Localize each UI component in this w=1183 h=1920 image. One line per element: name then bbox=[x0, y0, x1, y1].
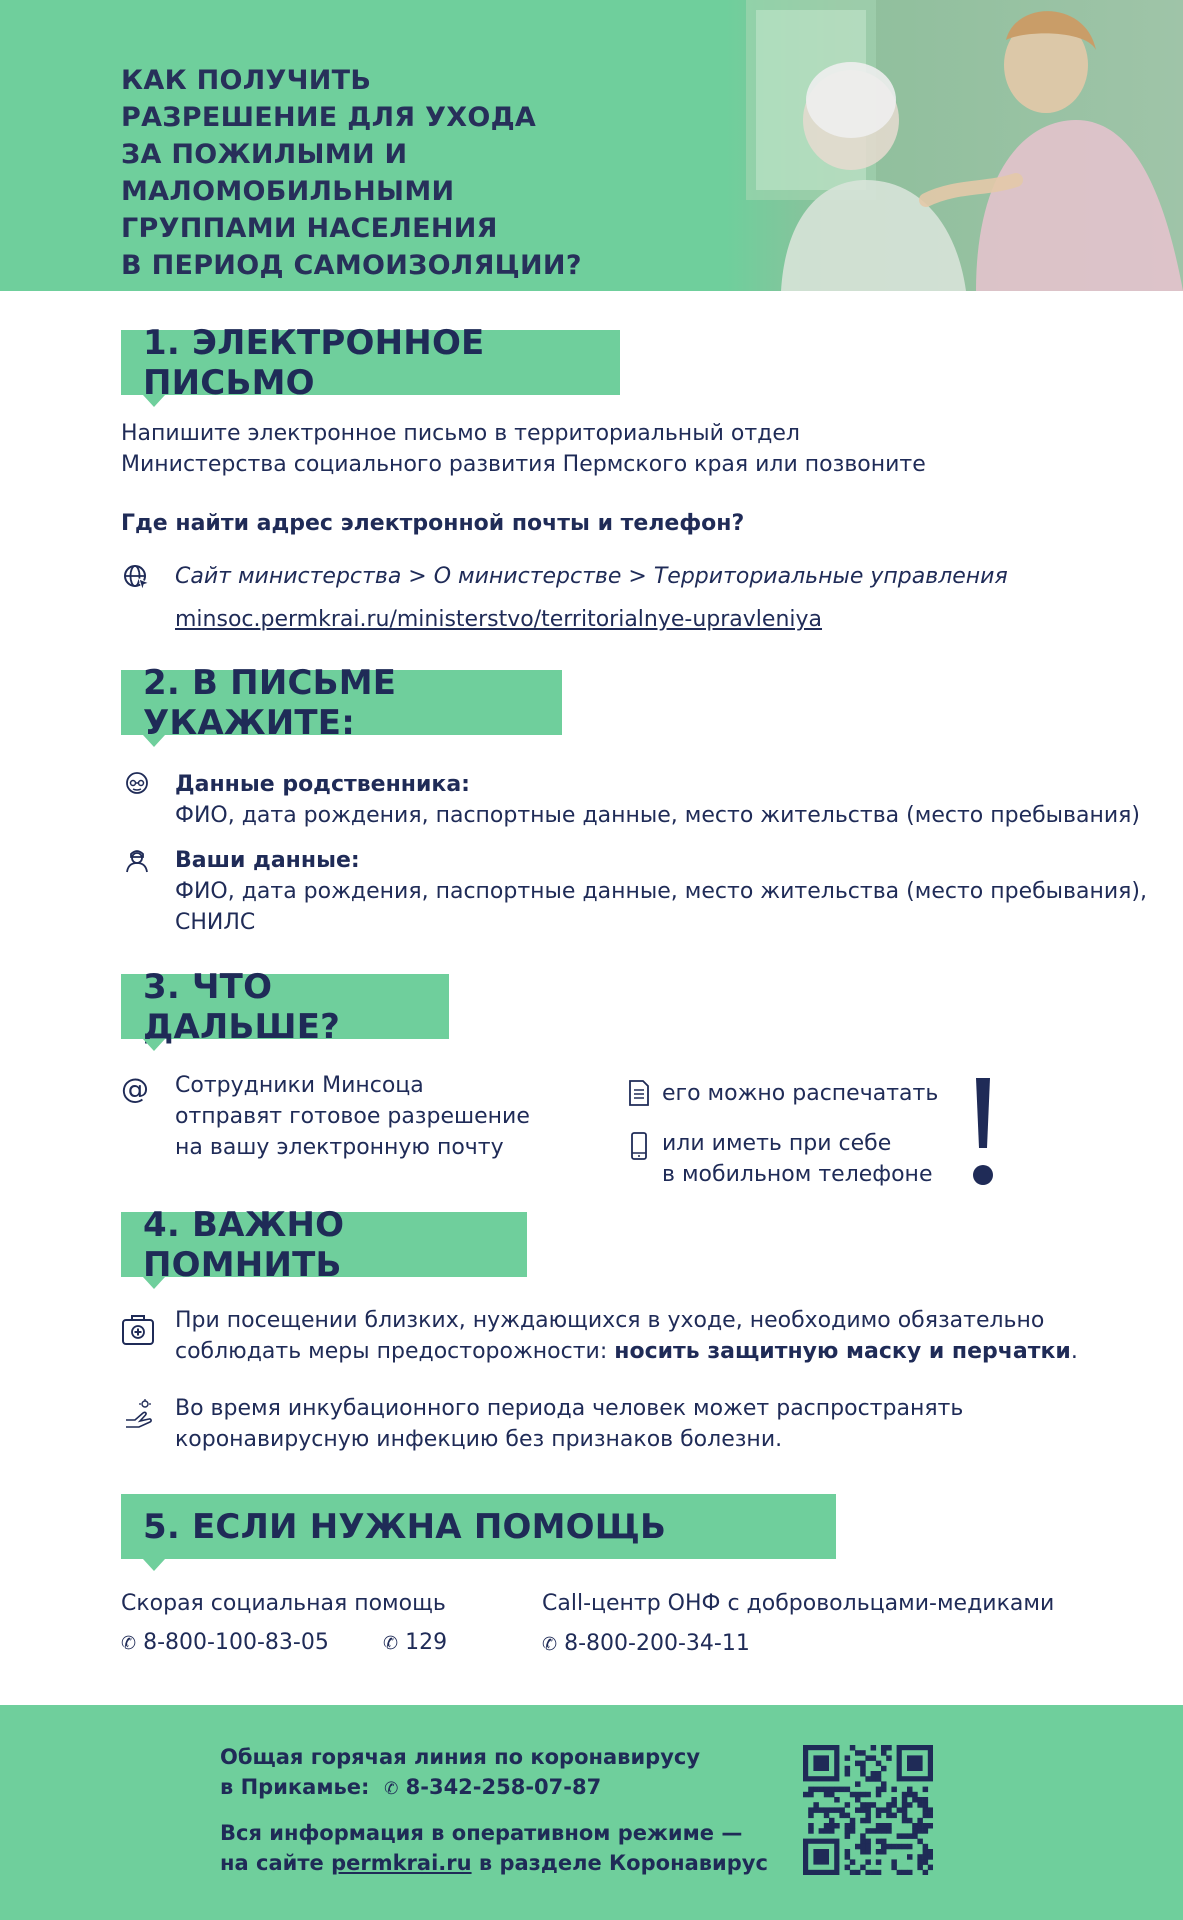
document-icon bbox=[625, 1079, 653, 1107]
section-heading bbox=[121, 966, 449, 1047]
section-heading-text: 4. ВАЖНО ПОМНИТЬ bbox=[143, 1204, 345, 1285]
relative-label: Данные родственника: bbox=[175, 772, 470, 797]
text-line: Во время инкубационного периода человек может распространять bbox=[175, 1396, 964, 1421]
section-heading-text: 5. ЕСЛИ НУЖНА ПОМОЩЬ bbox=[143, 1506, 667, 1547]
caregiver-photo bbox=[726, 0, 1183, 291]
onf-callcenter-phone[interactable] bbox=[542, 1628, 750, 1660]
person-icon bbox=[123, 845, 151, 873]
text-line bbox=[220, 1772, 700, 1804]
title-line: РАЗРЕШЕНИЕ ДЛЯ УХОДА bbox=[121, 102, 537, 133]
text-line: Вся информация в оперативном режиме — bbox=[220, 1821, 743, 1845]
phone-number: 8-800-100-83-05 bbox=[143, 1630, 329, 1655]
text-fragment: в разделе Коронавирус bbox=[471, 1851, 768, 1875]
medical-kit-icon bbox=[121, 1312, 155, 1346]
text-line: Сотрудники Минсоца bbox=[175, 1073, 424, 1098]
ministry-link[interactable]: minsoc.permkrai.ru/ministerstvo/territorialnye-upravleniya bbox=[175, 607, 823, 632]
title-line: В ПЕРИОД САМОИЗОЛЯЦИИ? bbox=[121, 250, 582, 281]
section-heading bbox=[121, 1204, 527, 1285]
text-fragment: на сайте bbox=[220, 1851, 332, 1875]
text-fragment: . bbox=[1070, 1339, 1078, 1364]
title-line: КАК ПОЛУЧИТЬ bbox=[121, 65, 372, 96]
section-heading bbox=[121, 322, 620, 403]
social-help-title: Скорая социальная помощь bbox=[121, 1591, 446, 1616]
elderly-person-icon bbox=[123, 770, 151, 798]
globe-cursor-icon bbox=[123, 564, 151, 592]
social-help-short-phone[interactable] bbox=[383, 1627, 447, 1659]
mobile-text bbox=[662, 1128, 932, 1190]
text-fragment: в Прикамье: bbox=[220, 1775, 370, 1799]
phone-icon: ✆ bbox=[384, 1779, 399, 1799]
text-line: СНИЛС bbox=[175, 910, 256, 935]
permkrai-link[interactable]: permkrai.ru bbox=[331, 1851, 472, 1875]
site-path: Сайт министерства > О министерстве > Территориальные управления bbox=[175, 564, 1008, 589]
text-line: в мобильном телефоне bbox=[662, 1162, 933, 1187]
text-line: ФИО, дата рождения, паспортные данные, место жительства (место пребывания), bbox=[175, 879, 1147, 904]
qr-code[interactable] bbox=[803, 1745, 933, 1875]
text-line: или иметь при себе bbox=[662, 1131, 892, 1156]
title-line: ГРУППАМИ НАСЕЛЕНИЯ bbox=[121, 213, 498, 244]
section-heading bbox=[121, 1494, 836, 1559]
info-text bbox=[220, 1818, 768, 1878]
at-sign-icon: @ bbox=[121, 1072, 149, 1105]
text-line: коронавирусную инфекцию без признаков болезни. bbox=[175, 1427, 783, 1452]
text-line bbox=[220, 1848, 768, 1878]
minsoc-text bbox=[175, 1070, 530, 1163]
print-text: его можно распечатать bbox=[662, 1081, 939, 1106]
phone-number: 129 bbox=[405, 1630, 448, 1655]
header-banner bbox=[0, 0, 1183, 291]
section1-text bbox=[121, 418, 926, 480]
your-data-text bbox=[175, 876, 1147, 938]
phone-icon: ✆ bbox=[383, 1633, 399, 1654]
text-line bbox=[175, 1336, 1078, 1367]
mask-gloves-emphasis: носить защитную маску и перчатки bbox=[614, 1339, 1071, 1364]
text-line: Министерства социального развития Пермского края или позвоните bbox=[121, 452, 926, 477]
your-data-label: Ваши данные: bbox=[175, 848, 360, 873]
question-text: Где найти адрес электронной почты и телефон? bbox=[121, 511, 745, 536]
relative-text: ФИО, дата рождения, паспортные данные, место жительства (место пребывания) bbox=[175, 803, 1140, 828]
section-heading-text: 2. В ПИСЬМЕ УКАЖИТЕ: bbox=[143, 662, 397, 743]
exclamation-mark bbox=[968, 1078, 998, 1188]
footer bbox=[0, 1705, 1183, 1920]
text-line: При посещении близких, нуждающихся в уходе, необходимо обязательно bbox=[175, 1308, 1045, 1333]
section-heading-text: 3. ЧТО ДАЛЬШЕ? bbox=[143, 966, 341, 1047]
text-line: Общая горячая линия по коронавирусу bbox=[220, 1745, 701, 1769]
phone-icon: ✆ bbox=[542, 1634, 558, 1655]
text-fragment: соблюдать меры предосторожности: bbox=[175, 1339, 615, 1364]
text-line: отправят готовое разрешение bbox=[175, 1104, 530, 1129]
phone-icon: ✆ bbox=[121, 1633, 137, 1654]
hand-virus-icon bbox=[123, 1398, 155, 1430]
social-help-phone[interactable] bbox=[121, 1627, 329, 1659]
page-title bbox=[121, 62, 741, 284]
section-heading-text: 1. ЭЛЕКТРОННОЕ ПИСЬМО bbox=[143, 322, 485, 403]
text-line: на вашу электронную почту bbox=[175, 1135, 504, 1160]
hotline-text bbox=[220, 1742, 700, 1804]
text-line: Напишите электронное письмо в территориальный отдел bbox=[121, 421, 800, 446]
hotline-phone[interactable]: 8-342-258-07-87 bbox=[405, 1775, 602, 1799]
mobile-phone-icon bbox=[625, 1132, 653, 1160]
phone-number: 8-800-200-34-11 bbox=[564, 1631, 750, 1656]
section-heading bbox=[121, 662, 562, 743]
incubation-text bbox=[175, 1393, 963, 1455]
precaution-text bbox=[175, 1305, 1078, 1367]
onf-callcenter-title: Call-центр ОНФ с добровольцами-медиками bbox=[542, 1591, 1055, 1616]
title-line: ЗА ПОЖИЛЫМИ И МАЛОМОБИЛЬНЫМИ bbox=[121, 139, 455, 207]
